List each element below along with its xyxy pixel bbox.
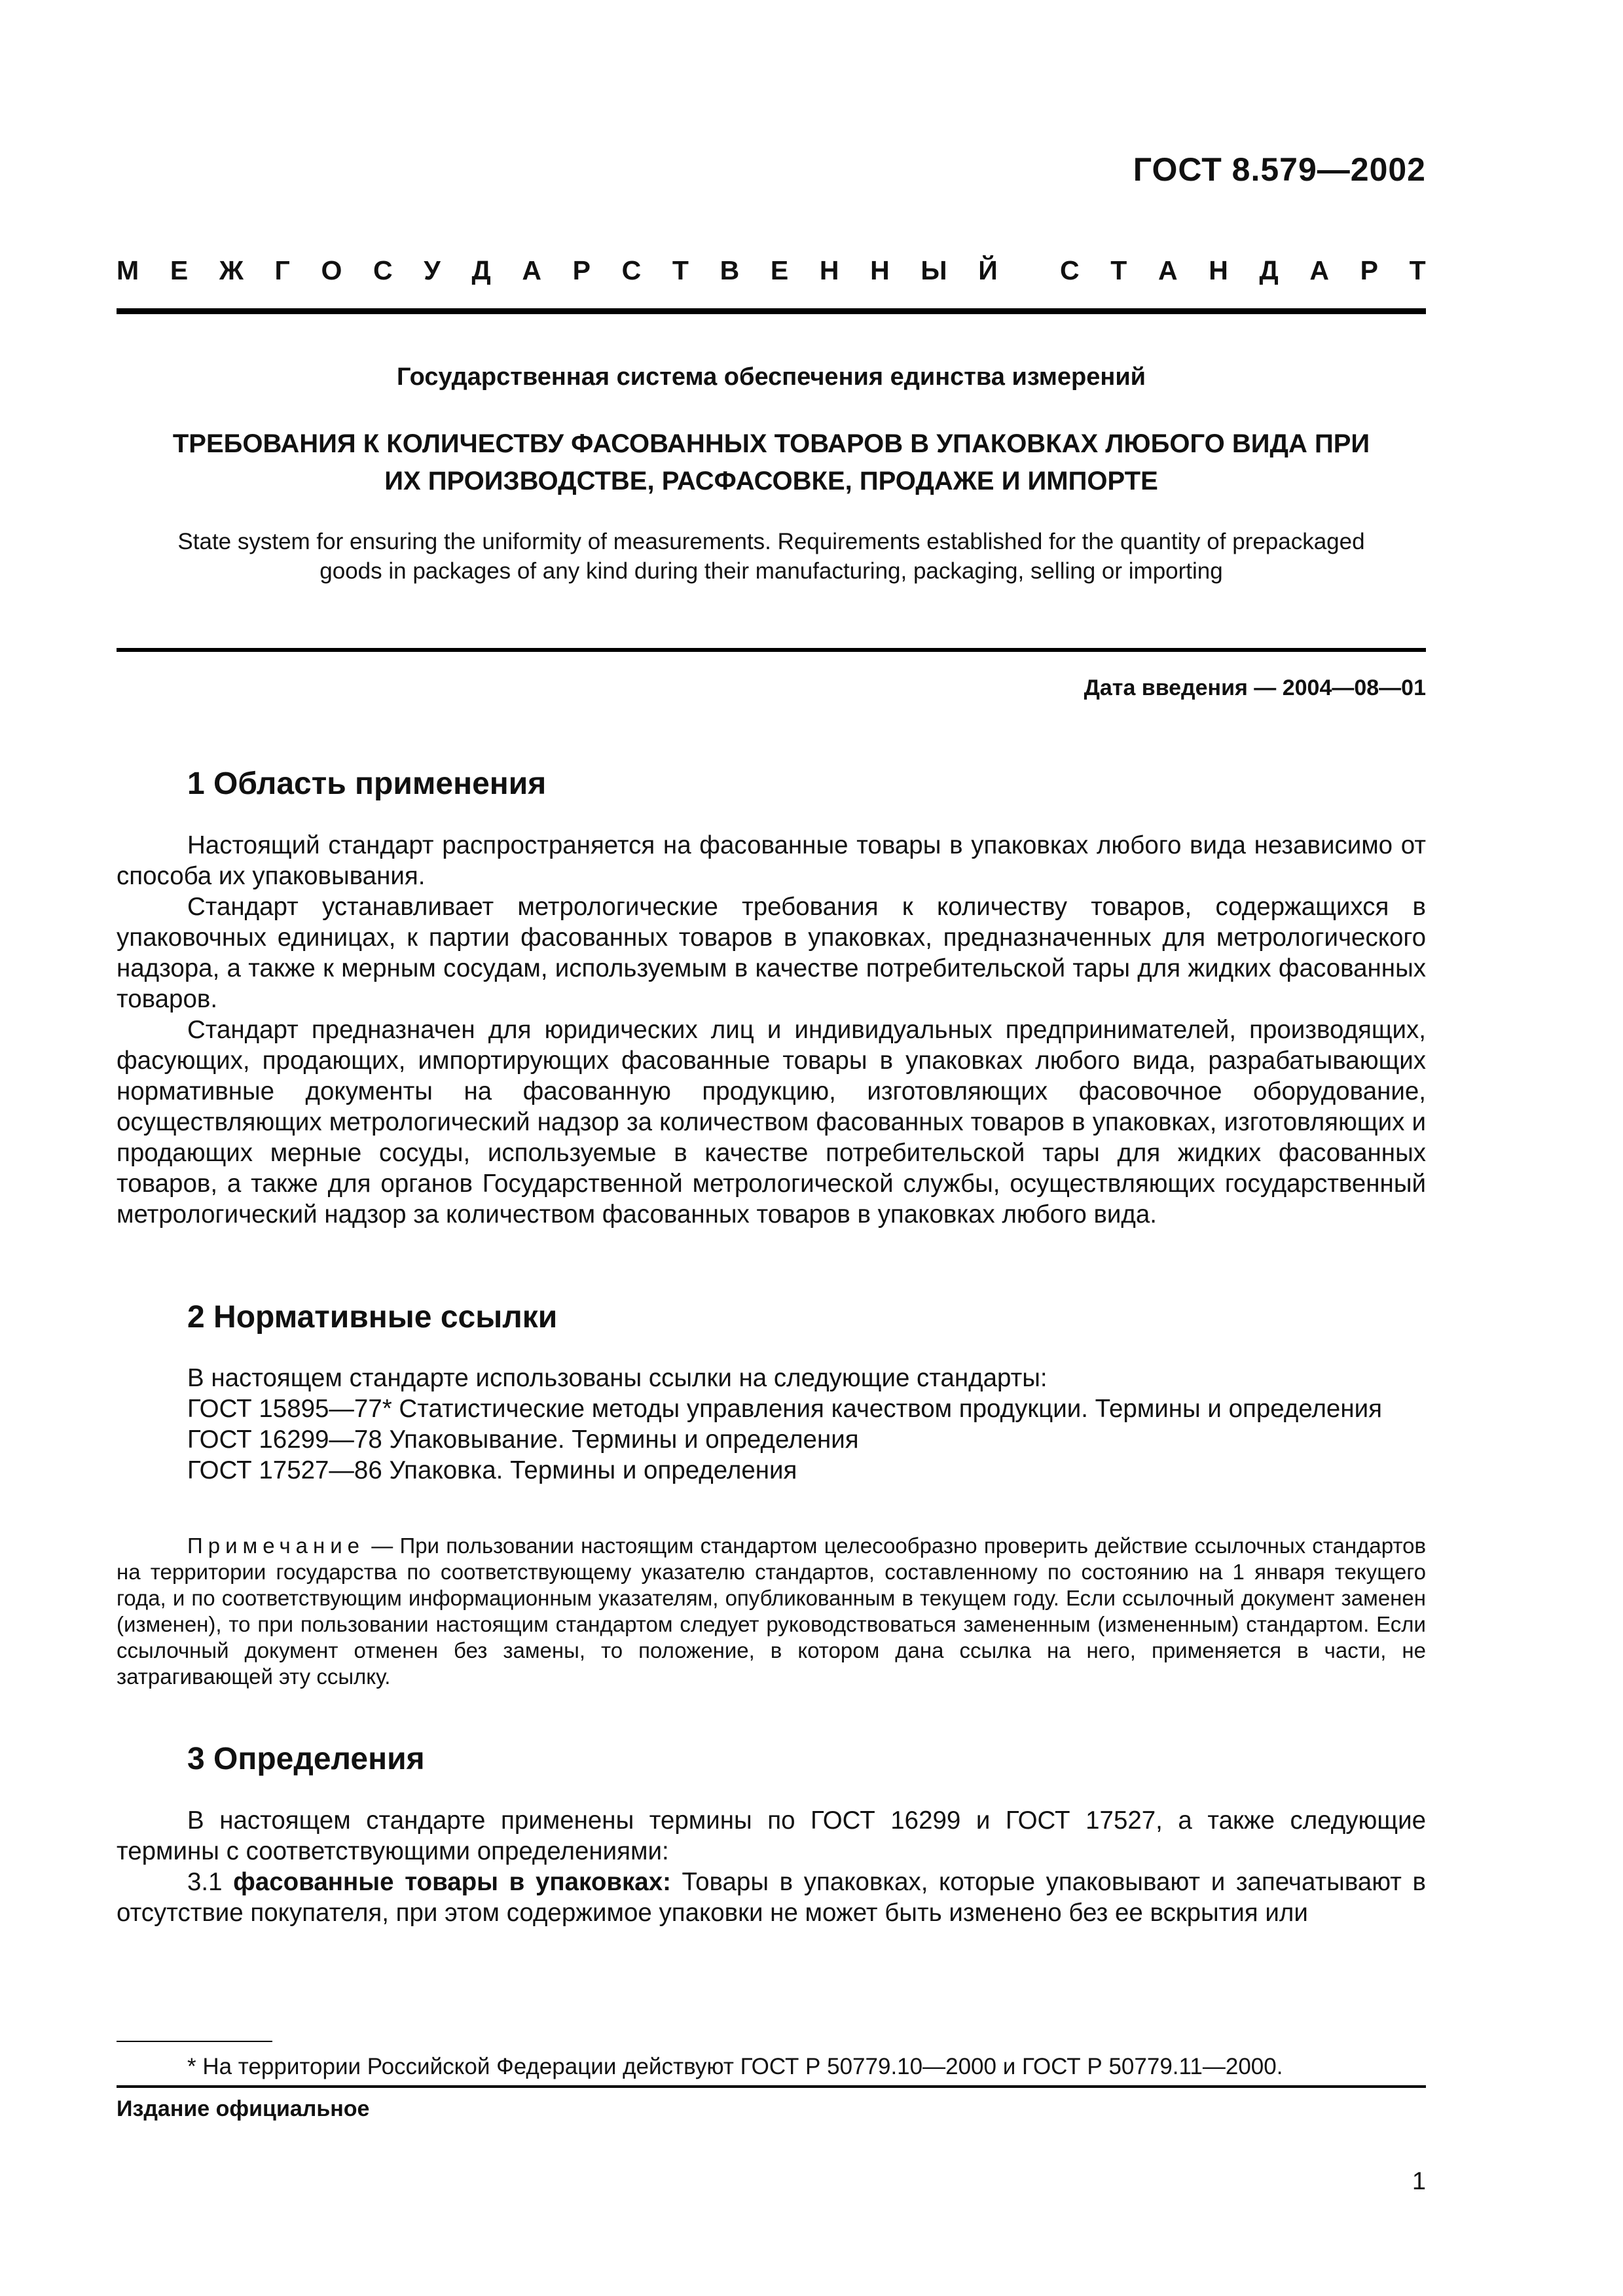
banner-letter: А bbox=[1309, 255, 1329, 285]
gost-code: ГОСТ 8.579—2002 bbox=[1133, 151, 1426, 188]
page-number: 1 bbox=[1412, 2168, 1426, 2195]
system-title: Государственная система обеспечения единства измерений bbox=[396, 363, 1146, 391]
banner-letter: Т bbox=[672, 255, 689, 285]
banner-letter: У bbox=[424, 255, 441, 285]
reference-item: ГОСТ 17527—86 Упаковка. Термины и определения bbox=[187, 1456, 797, 1484]
banner-letter: Д bbox=[1259, 255, 1279, 285]
reference-item: ГОСТ 16299—78 Упаковывание. Термины и определения bbox=[187, 1426, 859, 1454]
reference-item: ГОСТ 15895—77* Статистические методы управления качеством продукции. Термины и определения bbox=[187, 1395, 1382, 1423]
section-2-heading: 2 Нормативные ссылки bbox=[187, 1300, 558, 1335]
section-2-body bbox=[117, 1363, 1426, 1486]
note-text: — При пользовании настоящим стандартом целесообразно проверить действие ссылочных стандартов на территории государства по соответствующему указателю стандартов, составленному по состоянию на 1 января текущего года, и по соответствующим информационным указателям, опубликованным в текущем году. Если ссылочный документ заменен (изменен), то при пользовании настоящим стандартом следует руководствоваться замененным (измененным) стандартом. Если ссылочный документ отменен без замены, то положение, в котором дана ссылка на него, применяется в части, не затрагивающей эту ссылку. bbox=[117, 1534, 1426, 1689]
banner-letter: Т bbox=[1409, 255, 1426, 285]
banner-letter: А bbox=[1158, 255, 1178, 285]
banner-letter: Н bbox=[870, 255, 890, 285]
paragraph: В настоящем стандарте применены термины по ГОСТ 16299 и ГОСТ 17527, а также следующие термины с соответствующими определениями: bbox=[117, 1806, 1426, 1865]
paragraph: В настоящем стандарте использованы ссылки на следующие стандарты: bbox=[187, 1364, 1048, 1392]
banner-letter: О bbox=[321, 255, 342, 285]
banner-letter: С bbox=[1059, 255, 1080, 285]
banner-letter: Й bbox=[978, 255, 998, 285]
section-3-heading: 3 Определения bbox=[187, 1742, 425, 1776]
section-1-heading: 1 Область применения bbox=[187, 766, 547, 801]
definition-term: фасованные товары в упаковках: bbox=[233, 1868, 671, 1896]
english-title-line-2: goods in packages of any kind during their manufacturing, packaging, selling or importing bbox=[319, 558, 1223, 584]
banner-letter: Н bbox=[819, 255, 839, 285]
intro-date: Дата введения — 2004—08—01 bbox=[1084, 675, 1426, 700]
banner-letter: Р bbox=[572, 255, 591, 285]
section-3-body bbox=[117, 1805, 1426, 1928]
footnote-rule bbox=[117, 2041, 272, 2042]
interstate-standard-banner bbox=[117, 255, 1426, 286]
title-rule bbox=[117, 648, 1426, 652]
banner-letter: С bbox=[373, 255, 393, 285]
banner-letter: В bbox=[720, 255, 740, 285]
section-1-body bbox=[117, 830, 1426, 1230]
banner-letter: Р bbox=[1360, 255, 1378, 285]
footer-rule bbox=[117, 2085, 1426, 2088]
main-title-line-1: ТРЕБОВАНИЯ К КОЛИЧЕСТВУ ФАСОВАННЫХ ТОВАРОВ В УПАКОВКАХ ЛЮБОГО ВИДА ПРИ bbox=[172, 429, 1370, 458]
banner-letter: Е bbox=[170, 255, 189, 285]
note-label: Примечание bbox=[187, 1534, 365, 1558]
banner-letter: Н bbox=[1209, 255, 1228, 285]
definition-number: 3.1 bbox=[187, 1868, 234, 1896]
banner-letter: Г bbox=[274, 255, 290, 285]
banner-letter: Ж bbox=[219, 255, 244, 285]
english-title-line-1: State system for ensuring the uniformity of measurements. Requirements established for the quantity of prepackaged bbox=[177, 529, 1365, 554]
definition-text: Товары в упаковках, которые упаковывают и запечатывают в отсутствие покупателя, при этом содержимое упаковки не может быть изменено без ее вскрытия или bbox=[117, 1868, 1427, 1927]
paragraph: Стандарт устанавливает метрологические требования к количеству товаров, содержащихся в упаковочных единицах, к партии фасованных товаров в упаковках, предназначенных для метрологического надзора, а также к мерным сосудам, используемым в качестве потребительской тары для жидких фасованных товаров. bbox=[117, 893, 1426, 1013]
banner-letter: С bbox=[621, 255, 642, 285]
header-rule bbox=[117, 308, 1426, 314]
note-block bbox=[117, 1533, 1426, 1690]
main-title bbox=[117, 425, 1426, 500]
english-title bbox=[117, 527, 1426, 586]
main-title-line-2: ИХ ПРОИЗВОДСТВЕ, РАСФАСОВКЕ, ПРОДАЖЕ И ИМПОРТЕ bbox=[384, 467, 1158, 495]
banner-letter: Д bbox=[471, 255, 491, 285]
paragraph: Настоящий стандарт распространяется на фасованные товары в упаковках любого вида независимо от способа их упаковывания. bbox=[117, 831, 1426, 890]
banner-letter: Ы bbox=[921, 255, 947, 285]
definition-3-1 bbox=[117, 1867, 1426, 1928]
footnote: * На территории Российской Федерации действуют ГОСТ Р 50779.10—2000 и ГОСТ Р 50779.11—2000. bbox=[187, 2054, 1283, 2079]
banner-letter: М bbox=[117, 255, 139, 285]
banner-letter: Т bbox=[1110, 255, 1127, 285]
official-edition-label: Издание официальное bbox=[117, 2096, 370, 2121]
banner-letter: Е bbox=[770, 255, 789, 285]
paragraph: Стандарт предназначен для юридических лиц и индивидуальных предпринимателей, производящих, фасующих, продающих, импортирующих фасованные товары в упаковках любого вида, разрабатывающих нормативные документы на фасованную продукцию, изготовляющих фасовочное оборудование, осуществляющих метрологический надзор за количеством фасованных товаров в упаковках, изготовляющих и продающих мерные сосуды, используемые в качестве потребительской тары для жидких фасованных товаров, а также для органов Государственной метрологической службы, осуществляющих государственный метрологический надзор за количеством фасованных товаров в упаковках любого вида. bbox=[117, 1016, 1426, 1229]
banner-letter: А bbox=[522, 255, 541, 285]
